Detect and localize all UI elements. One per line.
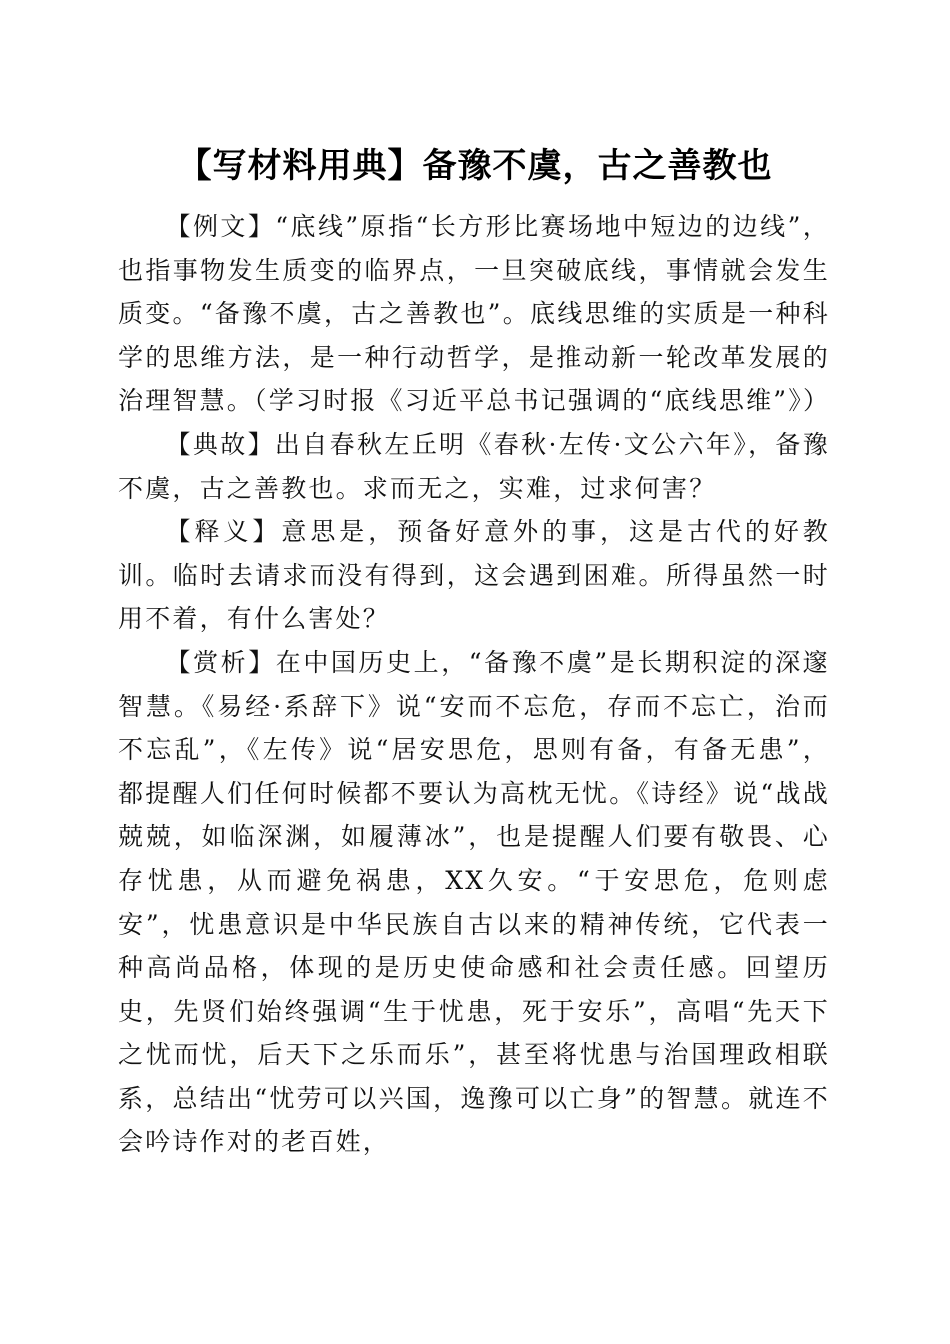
document-body [118, 205, 830, 1164]
paragraph-allusion: 【典故】出自春秋左丘明《春秋·左传·文公六年》，备豫不虞，古之善教也。求而无之，实难，过求何害？ [118, 429, 830, 503]
paragraph-appreciation: 【赏析】在中国历史上，“备豫不虞”是长期积淀的深邃智慧。《易经·系辞下》说“安而不忘危，存而不忘亡，治而不忘乱”，《左传》说“居安思危，思则有备，有备无患”，都提醒人们任何时候都不要认为高枕无忧。《诗经》说“战战兢兢，如临深渊，如履薄冰”，也是提醒人们要有敬畏、心存忧患，从而避免祸患，XX久安。“于安思危，危则虑安”，忧患意识是中华民族自古以来的精神传统，它代表一种高尚品格，体现的是历史使命感和社会责任感。回望历史，先贤们始终强调“生于忧患，死于安乐”，高唱“先天下之忧而忧，后天下之乐而乐”，甚至将忧患与治国理政相联系，总结出“忧劳可以兴国，逸豫可以亡身”的智慧。就连不会吟诗作对的老百姓， [118, 647, 830, 1157]
document-title: 【写材料用典】备豫不虞，古之善教也 [177, 146, 773, 186]
paragraph-example: 【例文】“底线”原指“长方形比赛场地中短边的边线”，也指事物发生质变的临界点，一旦突破底线，事情就会发生质变。“备豫不虞，古之善教也”。底线思维的实质是一种科学的思维方法，是一种行动哲学，是推动新一轮改革发展的治理智慧。（学习时报《习近平总书记强调的“底线思维”》） [118, 212, 831, 416]
paragraph-meaning: 【释义】意思是，预备好意外的事，这是古代的好教训。临时去请求而没有得到，这会遇到困难。所得虽然一时用不着，有什么害处？ [118, 517, 830, 634]
